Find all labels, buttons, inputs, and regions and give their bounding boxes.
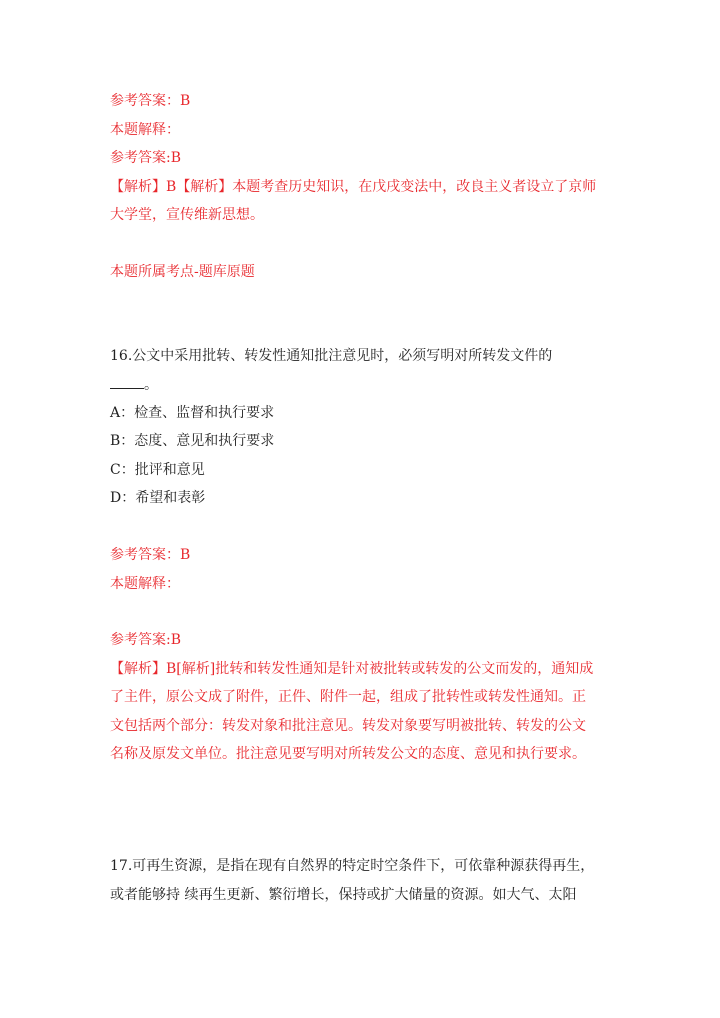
knowledge-point: 本题所属考点-题库原题	[110, 264, 255, 280]
option-c: C：批评和意见	[110, 462, 205, 478]
answer-reference: 参考答案：B	[110, 93, 191, 109]
option-d: D：希望和表彰	[110, 490, 206, 506]
question-stem-continuation	[110, 375, 158, 395]
question-stem: 17.可再生资源，是指在现有自然界的特定时空条件下，可依靠种源获得再生，	[110, 858, 595, 874]
option-a: A：检查、监督和执行要求	[110, 405, 275, 421]
analysis-text-line: 名称及原发文单位。批注意见要写明对所转发公文的态度、意见和执行要求。	[110, 746, 586, 762]
fill-in-blank	[110, 376, 144, 389]
option-b: B：态度、意见和执行要求	[110, 433, 275, 449]
answer-reference: 参考答案：B	[110, 547, 191, 563]
analysis-text-line: 文包括两个部分：转发对象和批注意见。转发对象要写明被批转、转发的公文	[110, 718, 586, 734]
analysis-text-line: 【解析】B[解析]批转和转发性通知是针对被批转或转发的公文而发的，通知成	[110, 661, 594, 677]
analysis-text-line: 大学堂，宣传维新思想。	[110, 207, 264, 223]
answer-reference-2: 参考答案:B	[110, 150, 182, 166]
question-stem-continuation: 或者能够持 续再生更新、繁衍增长，保持或扩大储量的资源。如大气、太阳	[110, 887, 577, 903]
explanation-label: 本题解释：	[110, 122, 180, 138]
analysis-text-line: 【解析】B【解析】本题考查历史知识，在戊戌变法中，改良主义者设立了京师	[110, 179, 597, 195]
question-stem: 16.公文中采用批转、转发性通知批注意见时，必须写明对所转发文件的	[110, 348, 553, 364]
explanation-label: 本题解释：	[110, 576, 180, 592]
answer-reference-2: 参考答案:B	[110, 632, 182, 648]
question-stem-end: 。	[144, 377, 158, 393]
analysis-text-line: 了主件，原公文成了附件，正件、附件一起，组成了批转性或转发性通知。正	[110, 689, 586, 705]
